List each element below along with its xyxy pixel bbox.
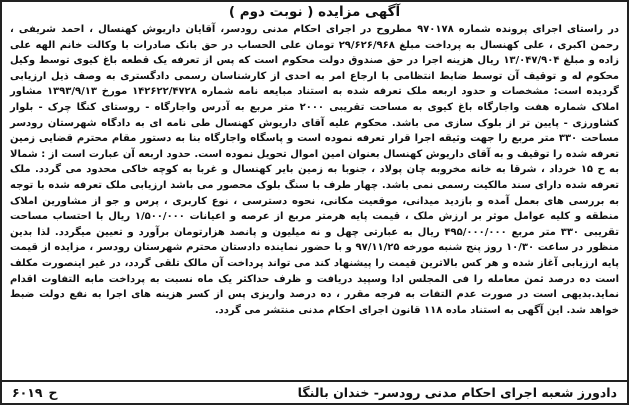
footer-issuer: دادورز شعبه اجرای احکام مدنی رودسر- خندان بالنگا — [297, 385, 617, 400]
notice-title: آگهی مزایده ( نوبت دوم ) — [228, 4, 401, 20]
notice-footer — [2, 380, 627, 401]
notice-code-letter: ح — [48, 385, 58, 400]
notice-body-text: در راستای اجرای پرونده شماره ۹۷۰۱۷۸ مطروح در اجرای احکام مدنی رودسر، آقایان داریوش کهنسال ، احمد شریفی ، رحمن اکبری ، علی کهنسال به پرداخت مبلغ ۲۹/۶۲۶/۹۶۸ تومان علی الحساب در حق بانک صادرات با وکالت خانم الهه علی زاده و مبلغ ۱۳/۰۴۷/۹۰۴ ریال هزینه اجرا در حق صندوق دولت محکوم است که پس از تعرفه یک قطعه باغ کیوی توسط وکیل محکوم له و توقیف آن توسط ضابط انتظامی با ارجاع امر به احدی از کارشناسان رسمی دادگستری به وصف ذیل ارزیابی گردیده است: مشخصات و حدود اربعه ملک تعرفه شده به استناد مبایعه نامه شماره ۱۴۲۶۲۲/۴۷۲۸ مورخ ۱۳۹۳/۹/۱۳ مشاور املاک شماره هفت واجارگاه باغ کیوی به مساحت تقریبی ۲۰۰۰ متر مربع به آدرس واجارگاه - روستای کنگا چرک - بلوار کشاورزی - پایین تر از بلوک سازی می باشد. محکوم علیه آقای داریوش کهنسال طی نامه ای به دادگاه شهرستان رودسر مساحت ۳۳۰ متر مربع را جهت وثیقه اجرا قرار تعرفه نموده است و پاسگاه واجارگاه بنا به دستور مقام محترم قضایی زمین تعرفه شده را توقیف و به آقای داریوش کهنسال بعنوان امین اموال تحویل نموده است. حدود اربعه آن عبارت است از : شمالا به ح ۱۵ خرداد ، شرقا به خانه مخروبه چان پولاد ، جنوبا به زمین بایر کهنسال و غربا به کوچه خاکی محدود می گردد. ملک تعرفه شده دارای سند مالکیت رسمی نمی باشد. چهار طرف با سنگ بلوک محصور می باشد ارزیابی ملک تعرفه شده با توجه به بررسی های بعمل آمده و بازدید میدانی، موقعیت مکانی، نحوه دسترسی ، نوع کاربری ، پرس و جو از مشاورین املاک منطقه و کلیه عوامل موثر بر ارزش ملک ، قیمت پایه هرمتر مربع از عرصه و اعیانات ۱/۵۰۰/۰۰۰ ریال با احتساب مساحت تقریبی ۳۳۰ متر مربع ۴۹۵/۰۰۰/۰۰۰ ریال به عبارتی چهل و نه میلیون و پانصد هزارتومان برآورد و تعیین میگردد. لذا بدین منظور در ساعت ۱۰/۳۰ روز پنج شنبه مورخه ۹۷/۱۱/۲۵ و با حضور نماینده دادستان محترم شهرستان رودسر ، مزایده از قیمت پایه ارزیابی آغاز شده و هر کس بالاترین قیمت را پیشنهاد کند می تواند پرداخت آن مالک تلقی گردد، در غیر اینصورت مکلف است ده درصد ثمن معامله را فی المجلس ادا وسپید دریافت و ظرف حداکثر یک ماه نسبت به پرداخت مابه التفاوت اقدام نماید.بدیهی است در صورت عدم التفات به فرجه مقرر ، ده درصد واریزی پس از کسر هزینه های اجرا به نفع دولت ضبط خواهد شد. این آگهی به استناد ماده ۱۱۸ قانون اجرای احکام مدنی منتشر می گردد. — [10, 24, 620, 316]
notice-code — [12, 385, 58, 401]
notice-code-number: ۶۰۱۹ — [12, 385, 43, 400]
